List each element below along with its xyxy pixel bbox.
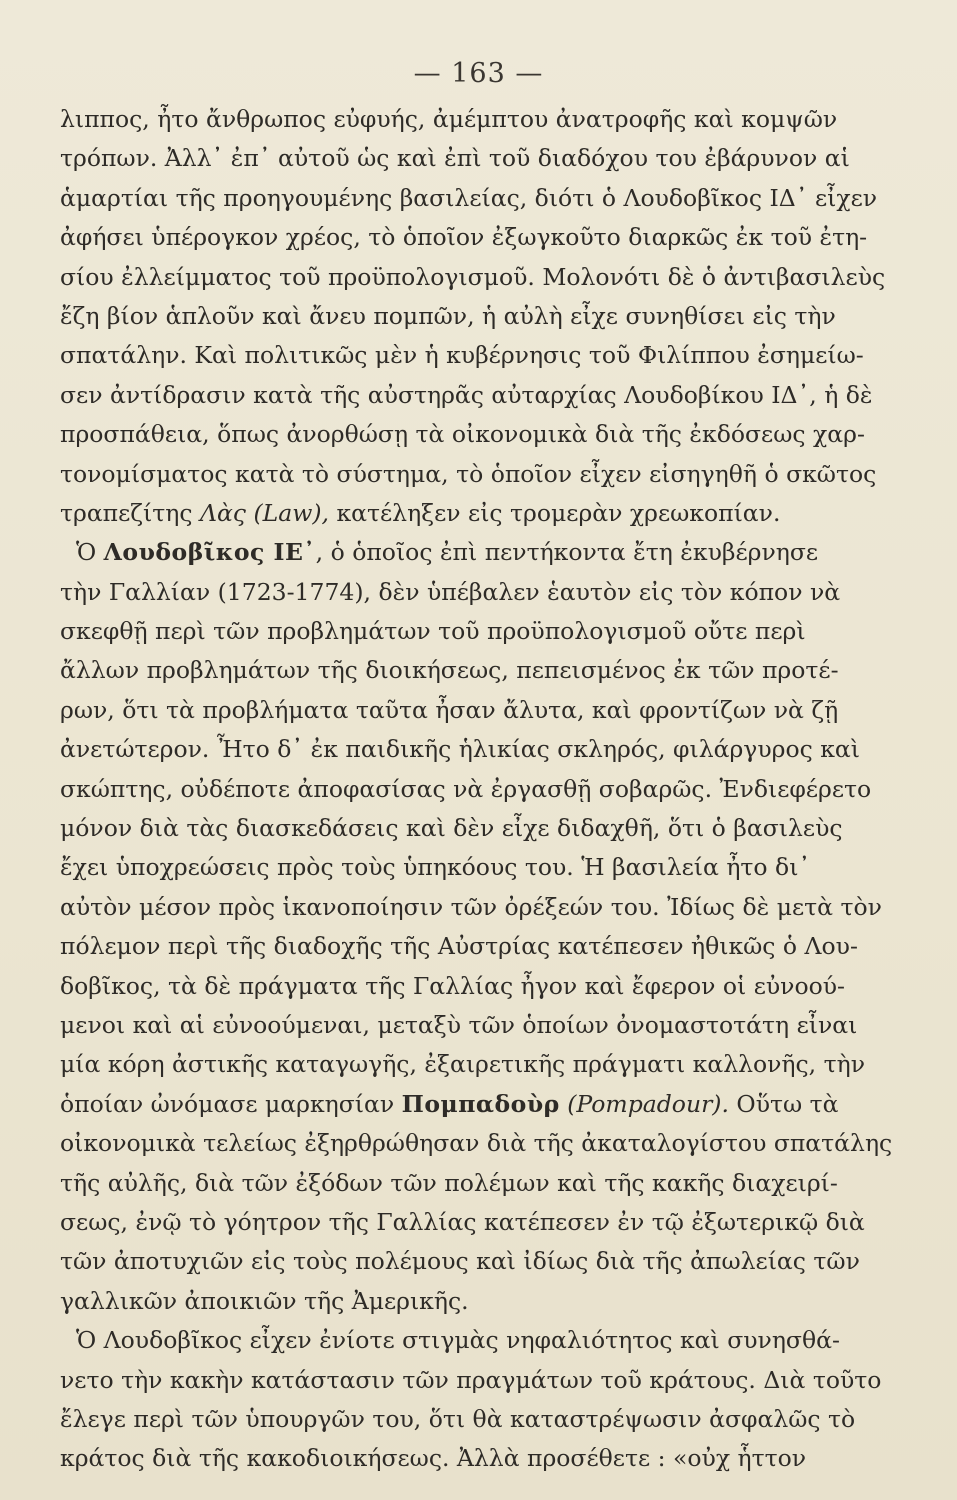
- text-line: ἄλλων προβλημάτων τῆς διοικήσεως, πεπεισμένος ἐκ τῶν προτέ-: [60, 656, 839, 685]
- text-line: ἔζη βίον ἁπλοῦν καὶ ἄνευ πομπῶν, ἡ αὐλὴ εἶχε συνηθίσει εἰς τὴν: [60, 301, 836, 330]
- italic-name-law: Λὰς (Law),: [199, 498, 329, 527]
- text-line: τῶν ἀποτυχιῶν εἰς τοὺς πολέμους καὶ ἰδίως διὰ τῆς ἀπωλείας τῶν: [60, 1247, 860, 1276]
- text-line: τῆς αὐλῆς, διὰ τῶν ἐξόδων τῶν πολέμων καὶ τῆς κακῆς διαχειρί-: [60, 1168, 838, 1197]
- text-fragment: Οὕτω τὰ: [728, 1089, 839, 1118]
- text-line: ἔλεγε περὶ τῶν ὑπουργῶν του, ὅτι θὰ καταστρέψωσιν ἀσφαλῶς τὸ: [60, 1404, 856, 1433]
- text-line: δοβῖκος, τὰ δὲ πράγματα τῆς Γαλλίας ἦγον καὶ ἔφερον οἱ εὐνοού-: [60, 971, 845, 1000]
- text-line: ἀφήσει ὑπέρογκον χρέος, τὸ ὁποῖον ἐξωγκοῦτο διαρκῶς ἐκ τοῦ ἐτη-: [60, 223, 868, 252]
- text-line: μόνον διὰ τὰς διασκεδάσεις καὶ δὲν εἶχε διδαχθῆ, ὅτι ὁ βασιλεὺς: [60, 814, 843, 843]
- text-line: γαλλικῶν ἀποικιῶν τῆς Ἀμερικῆς.: [60, 1286, 469, 1315]
- text-line: ἁμαρτίαι τῆς προηγουμένης βασιλείας, διότι ὁ Λουδοβῖκος ΙΔ᾽ εἶχεν: [60, 183, 878, 212]
- text-fragment: Ὁ: [76, 538, 104, 567]
- text-fragment: κατέληξεν εἰς τρομερὰν χρεωκοπίαν.: [328, 498, 781, 527]
- text-line: πόλεμον περὶ τῆς διαδοχῆς τῆς Αὐστρίας κατέπεσεν ἠθικῶς ὁ Λου-: [60, 932, 858, 961]
- text-fragment: τραπεζίτης: [60, 498, 200, 527]
- text-line: σεν ἀντίδρασιν κατὰ τῆς αὐστηρᾶς αὐταρχίας Λουδοβίκου ΙΔ᾽, ἡ δὲ: [60, 380, 873, 409]
- bold-name-pompadour: Πομπαδοὺρ: [401, 1089, 560, 1118]
- page-body: [60, 100, 893, 1479]
- text-line: τονομίσματος κατὰ τὸ σύστημα, τὸ ὁποῖον εἶχεν εἰσηγηθῆ ὁ σκῶτος: [60, 459, 877, 488]
- text-line: [60, 494, 860, 533]
- text-line: [60, 533, 860, 572]
- page-number: — 163 —: [413, 58, 544, 89]
- text-line: σεως, ἐνῷ τὸ γόητρον τῆς Γαλλίας κατέπεσεν ἐν τῷ ἐξωτερικῷ διὰ: [60, 1207, 865, 1236]
- text-line: κράτος διὰ τῆς κακοδιοικήσεως. Ἀλλὰ προσέθετε : «οὐχ ἧττον: [60, 1444, 807, 1473]
- text-line: σπατάλην. Καὶ πολιτικῶς μὲν ἡ κυβέρνησις τοῦ Φιλίππου ἐσημείω-: [60, 341, 864, 370]
- text-line: τρόπων. Ἀλλ᾽ ἐπ᾽ αὐτοῦ ὡς καὶ ἐπὶ τοῦ διαδόχου του ἐβάρυνον αἱ: [60, 144, 850, 173]
- text-line: Ὁ Λουδοβῖκος εἶχεν ἐνίοτε στιγμὰς νηφαλιότητος καὶ συνησθά-: [76, 1326, 840, 1355]
- italic-name-pompadour: (Pompadour).: [559, 1089, 729, 1118]
- text-fragment: , ὁ ὁποῖος ἐπὶ πεντήκοντα ἔτη ἐκυβέρνησε: [315, 538, 819, 567]
- text-line: σκώπτης, οὐδέποτε ἀποφασίσας νὰ ἐργασθῇ σοβαρῶς. Ἐνδιεφέρετο: [60, 774, 872, 803]
- text-line: αὐτὸν μέσον πρὸς ἱκανοποίησιν τῶν ὀρέξεών του. Ἰδίως δὲ μετὰ τὸν: [60, 892, 882, 921]
- text-line: τὴν Γαλλίαν (1723-1774), δὲν ὑπέβαλεν ἑαυτὸν εἰς τὸν κόπον νὰ: [60, 577, 841, 606]
- text-line: σίου ἐλλείμματος τοῦ προϋπολογισμοῦ. Μολονότι δὲ ὁ ἀντιβασιλεὺς: [60, 262, 886, 291]
- text-line: μενοι καὶ αἱ εὐνοούμεναι, μεταξὺ τῶν ὁποίων ὀνομαστοτάτη εἶναι: [60, 1010, 858, 1039]
- text-line: [60, 1085, 860, 1124]
- text-line: νετο τὴν κακὴν κατάστασιν τῶν πραγμάτων τοῦ κράτους. Διὰ τοῦτο: [60, 1365, 882, 1394]
- text-fragment: ὁποίαν ὠνόμασε μαρκησίαν: [60, 1089, 402, 1118]
- text-line: μία κόρη ἀστικῆς καταγωγῆς, ἐξαιρετικῆς πράγματι καλλονῆς, τὴν: [60, 1050, 865, 1079]
- bold-name-louis-xv: Λουδοβῖκος ΙΕ᾽: [103, 538, 316, 567]
- text-line: σκεφθῇ περὶ τῶν προβλημάτων τοῦ προϋπολογισμοῦ οὔτε περὶ: [60, 617, 806, 646]
- text-line: ρων, ὅτι τὰ προβλήματα ταῦτα ἦσαν ἄλυτα, καὶ φροντίζων νὰ ζῇ: [60, 695, 839, 724]
- text-line: προσπάθεια, ὅπως ἀνορθώσῃ τὰ οἰκονομικὰ διὰ τῆς ἐκδόσεως χαρ-: [60, 420, 865, 449]
- text-line: λιππος, ἦτο ἄνθρωπος εὐφυής, ἀμέμπτου ἀνατροφῆς καὶ κομψῶν: [60, 105, 838, 133]
- text-line: ἔχει ὑποχρεώσεις πρὸς τοὺς ὑπηκόους του. Ἡ βασιλεία ἦτο δι᾽: [60, 853, 811, 882]
- text-line: οἰκονομικὰ τελείως ἐξηρθρώθησαν διὰ τῆς ἀκαταλογίστου σπατάλης: [60, 1129, 893, 1158]
- text-line: ἀνετώτερον. Ἦτο δ᾽ ἐκ παιδικῆς ἡλικίας σκληρός, φιλάργυρος καὶ: [60, 735, 860, 764]
